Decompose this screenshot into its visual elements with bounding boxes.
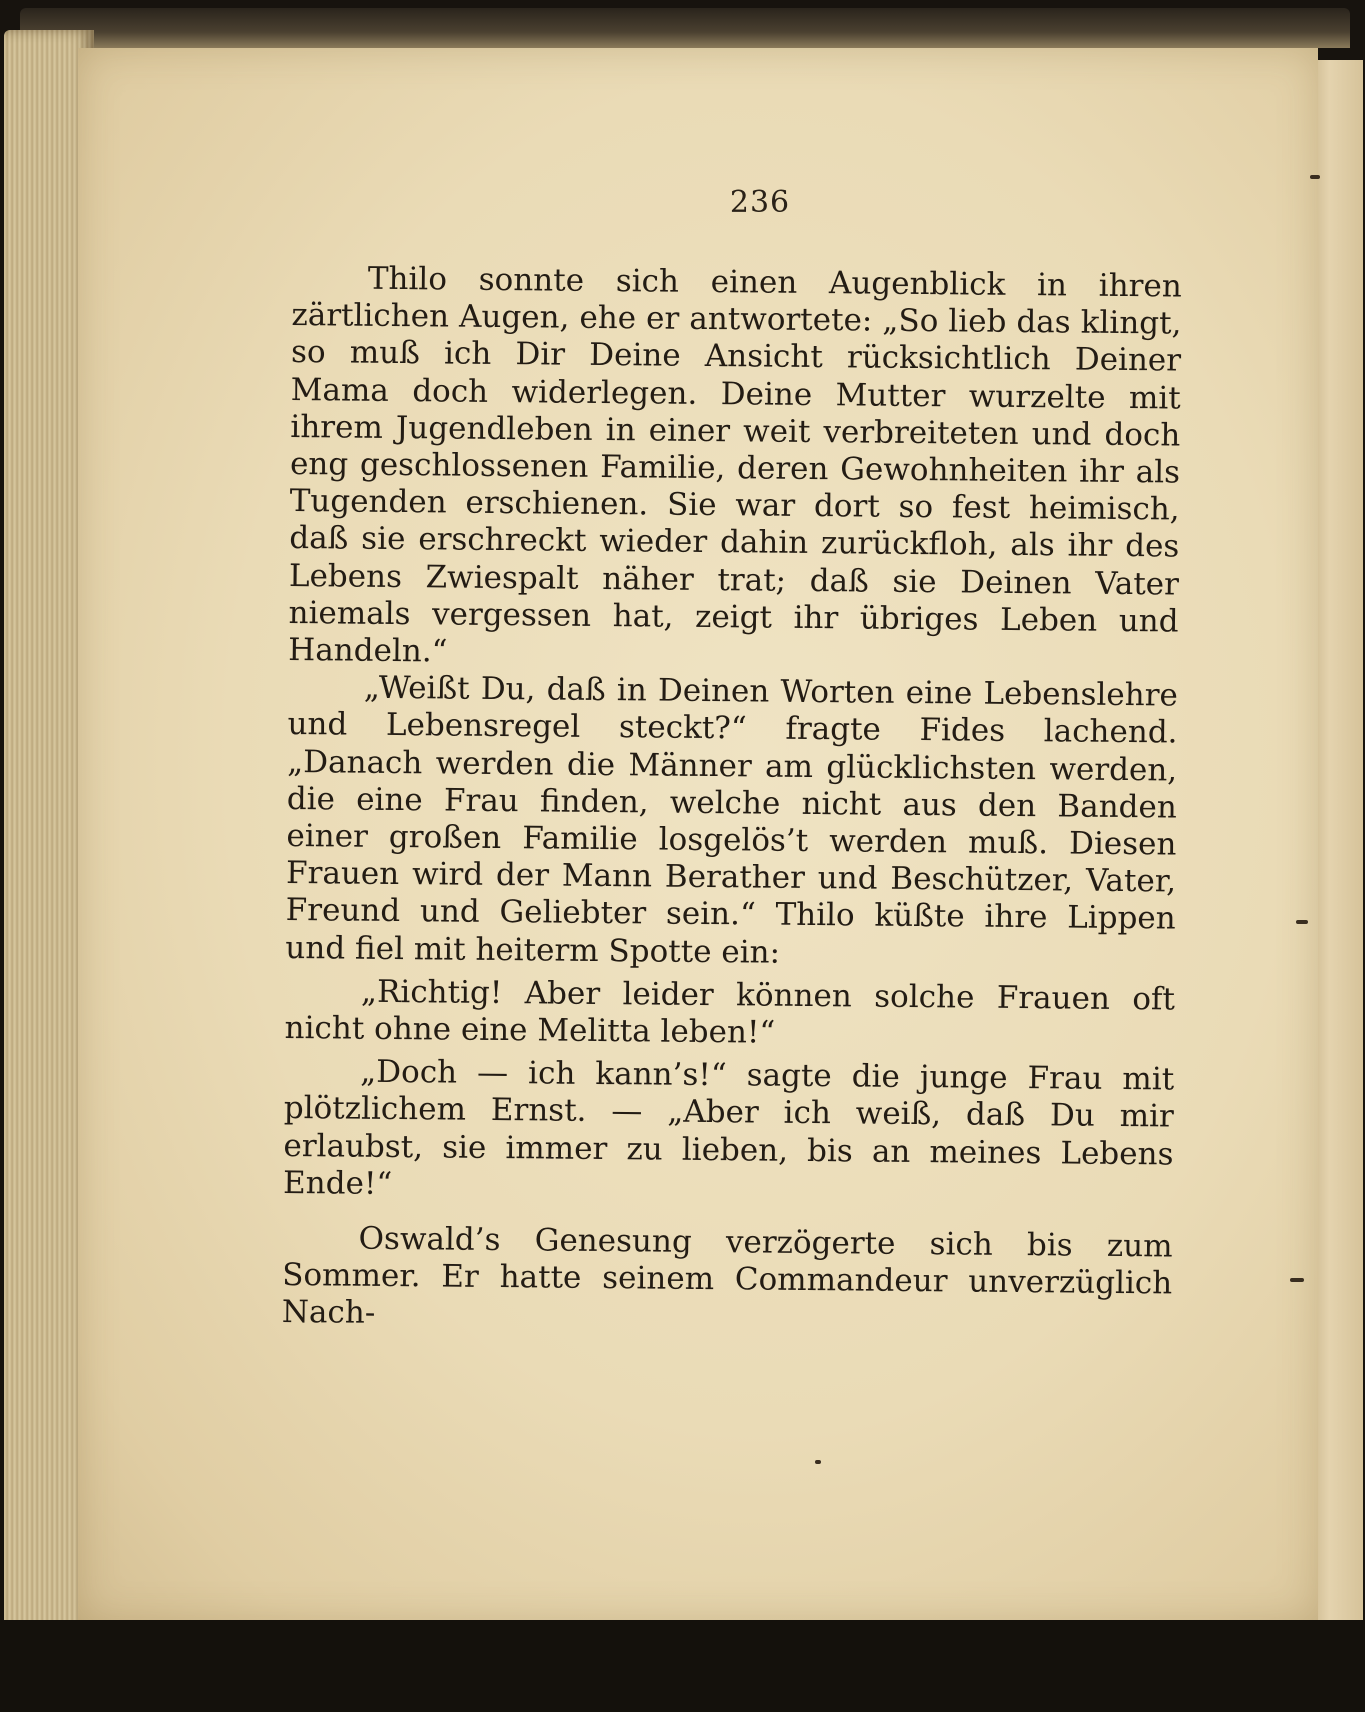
ink-speck: [1290, 1278, 1304, 1282]
paragraph-5: Oswald’s Genesung verzögerte sich bis zum Sommer. Er hatte seinem Commandeur unverzüglich Nach-: [281, 1220, 1173, 1332]
ink-speck: [815, 1460, 821, 1464]
paragraph-3: „Richtig! Aber leider können solche Frauen oft nicht ohne eine Melitta leben!“: [284, 973, 1176, 1051]
body-text: [282, 260, 1182, 1340]
book-top-edge: [20, 8, 1350, 48]
paragraph-2: „Weißt Du, daß in Deinen Worten eine Lebenslehre und Lebensregel steckt?“ fragte Fides lachend. „Danach werden die Männer am glücklichsten werden, die eine Frau finden, welche nicht aus den Banden einer großen Familie losgelös’t werden muß. Diesen Frauen wird der Mann Berather und Beschützer, Vater, Freund und Geliebter sein.“ Thilo küßte ihre Lippen und fiel mit heiterm Spotte ein:: [285, 669, 1179, 971]
page-number: 236: [729, 185, 791, 220]
scan-bottom-border: [0, 1620, 1365, 1712]
paragraph-1: Thilo sonnte sich einen Augenblick in ihren zärtlichen Augen, ehe er antwortete: „So lieb das klingt, so muß ich Dir Deine Ansicht rücksichtlich Deiner Mama doch widerlegen. Deine Mutter wurzelte mit ihrem Jugendleben in einer weit verbreiteten und doch eng geschlossenen Familie, deren Gewohnheiten ihr als Tugenden erschienen. Sie war dort so fest heimisch, daß sie erschreckt wieder dahin zurückfloh, als ihr des Lebens Zwiespalt näher trat; daß sie Deinen Vater niemals vergessen hat, zeigt ihr übriges Leben und Handeln.“: [288, 260, 1182, 670]
paragraph-4: „Doch — ich kann’s!“ sagte die junge Frau mit plötzlichem Ernst. — „Aber ich weiß, daß Du mir erlaubst, sie immer zu lieben, bis an meines Lebens Ende!“: [282, 1053, 1175, 1202]
ink-speck: [1310, 175, 1320, 179]
ink-speck: [1296, 920, 1308, 924]
